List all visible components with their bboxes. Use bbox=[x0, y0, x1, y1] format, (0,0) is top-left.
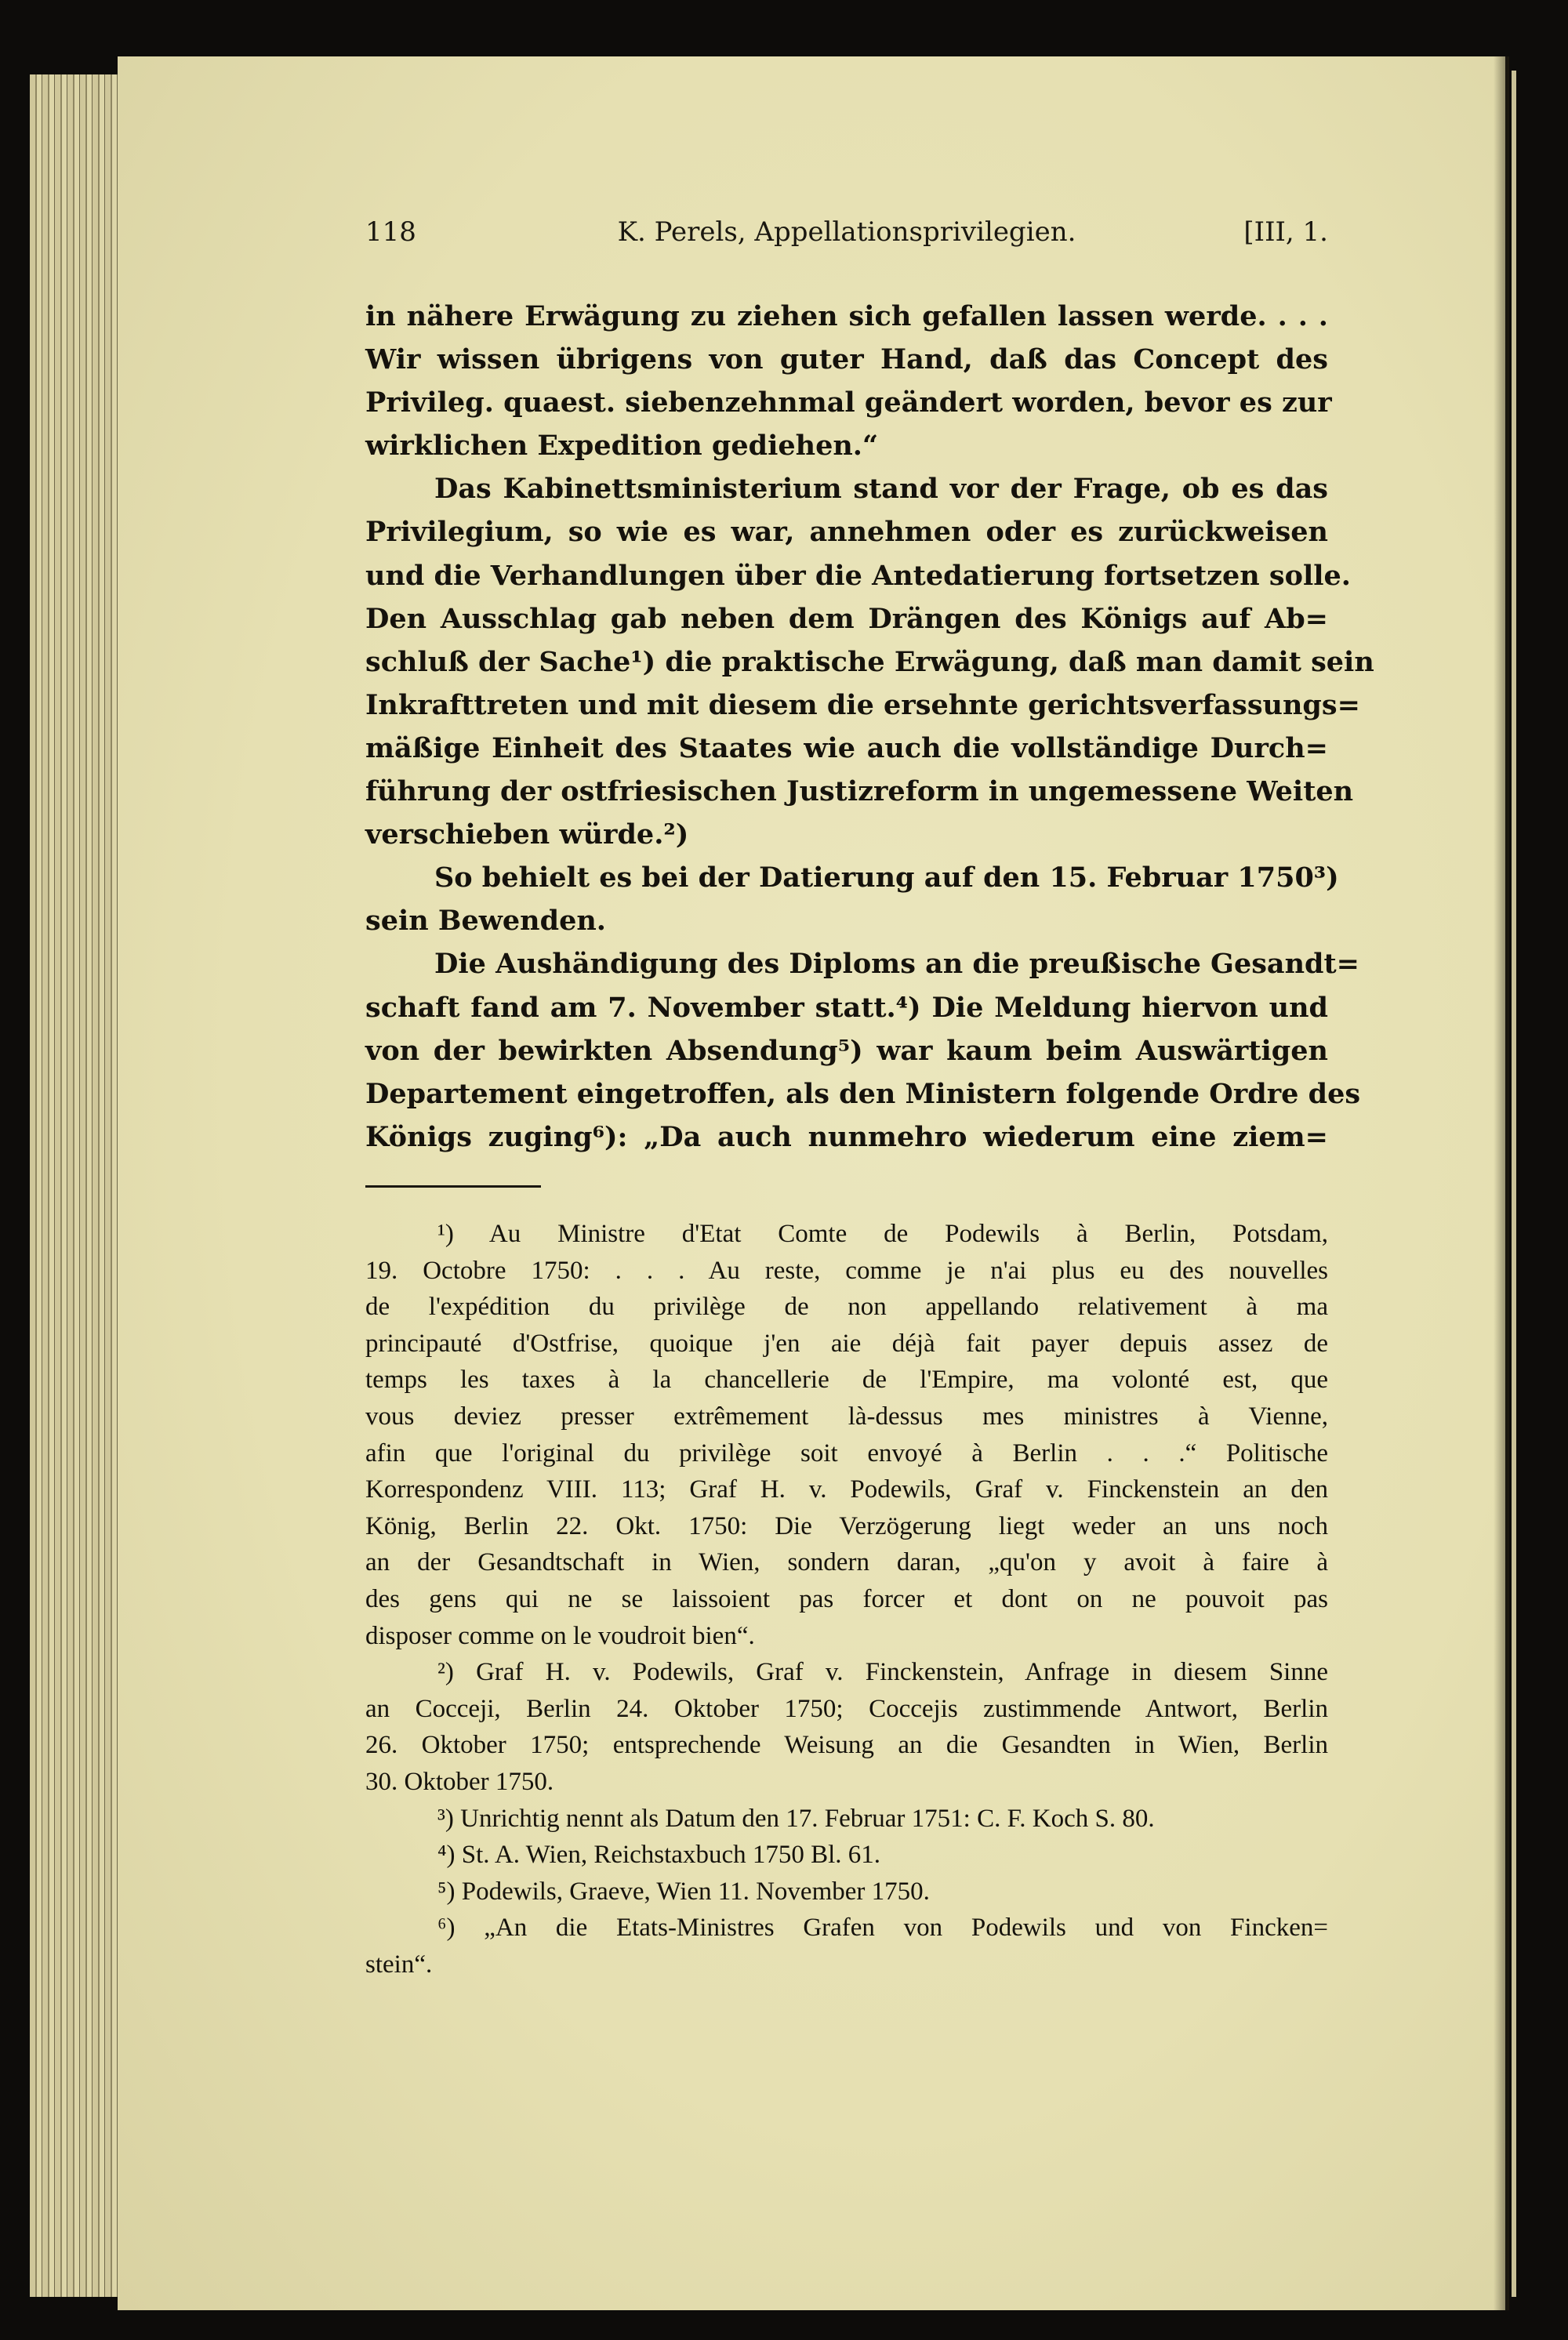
main-text bbox=[365, 295, 1374, 1159]
text-line: sein Bewenden. bbox=[365, 905, 606, 938]
footnote-line: 26. Oktober 1750; entsprechende Weisung an die Gesandten in Wien, Berlin bbox=[365, 1731, 1328, 1760]
footnote-line: ⁵) Podewils, Graeve, Wien 11. November 1750. bbox=[437, 1877, 930, 1906]
facing-page-edge bbox=[1512, 71, 1516, 2297]
footnote-line: König, Berlin 22. Okt. 1750: Die Verzögerung liegt weder an uns noch bbox=[365, 1511, 1328, 1540]
text-line: Departement eingetroffen, als den Ministern folgende Ordre des bbox=[365, 1077, 1361, 1110]
footnote-line: afin que l'original du privilège soit envoyé à Berlin . . .“ Politische bbox=[365, 1438, 1328, 1467]
running-title: K. Perels, Appellationsprivilegien. bbox=[617, 216, 1076, 248]
page-stack-edges bbox=[30, 74, 122, 2297]
footnote-line: temps les taxes à la chancellerie de l'Empire, ma volonté est, que bbox=[365, 1366, 1328, 1395]
footnote-line: de l'expédition du privilège de non appellando relativement à ma bbox=[365, 1293, 1328, 1322]
footnote-separator bbox=[365, 1185, 541, 1188]
footnote-line: ⁴) St. A. Wien, Reichstaxbuch 1750 Bl. 61. bbox=[437, 1841, 881, 1870]
footnote-line: Korrespondenz VIII. 113; Graf H. v. Podewils, Graf v. Finckenstein an den bbox=[365, 1475, 1328, 1504]
text-line: führung der ostfriesischen Justizreform in ungemessene Weiten bbox=[365, 775, 1354, 808]
text-line: Den Ausschlag gab neben dem Drängen des Königs auf Ab= bbox=[365, 602, 1328, 635]
text-line: von der bewirkten Absendung⁵) war kaum beim Auswärtigen bbox=[365, 1034, 1328, 1067]
footnote-line: an der Gesandtschaft in Wien, sondern daran, „qu'on y avoit à faire à bbox=[365, 1548, 1328, 1577]
text-line: Das Kabinettsministerium stand vor der Frage, ob es das bbox=[434, 473, 1328, 506]
text-line: und die Verhandlungen über die Antedatierung fortsetzen solle. bbox=[365, 559, 1351, 592]
footnote-line: des gens qui ne se laissoient pas forcer et dont on ne pouvoit pas bbox=[365, 1584, 1328, 1613]
footnote-line: ²) Graf H. v. Podewils, Graf v. Finckenstein, Anfrage in diesem Sinne bbox=[437, 1658, 1328, 1687]
text-line: mäßige Einheit des Staates wie auch die vollständige Durch= bbox=[365, 731, 1328, 764]
text-line: verschieben würde.²) bbox=[365, 818, 689, 851]
text-line: So behielt es bei der Datierung auf den 15. Februar 1750³) bbox=[434, 862, 1339, 894]
text-line: in nähere Erwägung zu ziehen sich gefallen lassen werde. . . . bbox=[365, 300, 1328, 332]
running-header bbox=[365, 216, 1328, 256]
text-line: Königs zuging⁶): „Da auch nunmehro wiederum eine ziem= bbox=[365, 1120, 1328, 1153]
text-line: Wir wissen übrigens von guter Hand, daß das Concept des bbox=[365, 343, 1328, 376]
text-line: Die Aushändigung des Diploms an die preußische Gesandt= bbox=[434, 948, 1360, 981]
page-number: 118 bbox=[365, 216, 416, 248]
footnote-line: stein“. bbox=[365, 1950, 433, 1979]
footnote-line: disposer comme on le voudroit bien“. bbox=[365, 1621, 755, 1650]
footnote-line: ³) Unrichtig nennt als Datum den 17. Februar 1751: C. F. Koch S. 80. bbox=[437, 1804, 1155, 1833]
footnote-line: principauté d'Ostfrise, quoique j'en aie déjà fait payer depuis assez de bbox=[365, 1329, 1328, 1358]
text-line: schaft fand am 7. November statt.⁴) Die Meldung hiervon und bbox=[365, 991, 1328, 1024]
text-line: Privileg. quaest. siebenzehnmal geändert worden, bevor es zur bbox=[365, 386, 1332, 419]
footnote-line: 19. Octobre 1750: . . . Au reste, comme je n'ai plus eu des nouvelles bbox=[365, 1256, 1328, 1285]
footnotes bbox=[365, 1216, 1328, 1983]
text-line: Inkrafttreten und mit diesem die ersehnte gerichtsverfassungs= bbox=[365, 688, 1360, 721]
footnote-line: ⁶) „An die Etats-Ministres Grafen von Podewils und von Fincken= bbox=[437, 1914, 1328, 1943]
footnote-line: vous deviez presser extrêmement là-dessus mes ministres à Vienne, bbox=[365, 1402, 1328, 1431]
text-line: wirklichen Expedition gediehen.“ bbox=[365, 430, 879, 463]
footnote-line: ¹) Au Ministre d'Etat Comte de Podewils à Berlin, Potsdam, bbox=[437, 1220, 1328, 1248]
footnote-line: 30. Oktober 1750. bbox=[365, 1767, 554, 1796]
section-marker: [III, 1. bbox=[1243, 216, 1328, 248]
footnote-line: an Cocceji, Berlin 24. Oktober 1750; Coccejis zustimmende Antwort, Berlin bbox=[365, 1694, 1328, 1723]
text-line: Privilegium, so wie es war, annehmen oder es zurückweisen bbox=[365, 516, 1328, 549]
page-gutter-shadow bbox=[1494, 56, 1509, 2310]
text-line: schluß der Sache¹) die praktische Erwägung, daß man damit sein bbox=[365, 645, 1374, 678]
